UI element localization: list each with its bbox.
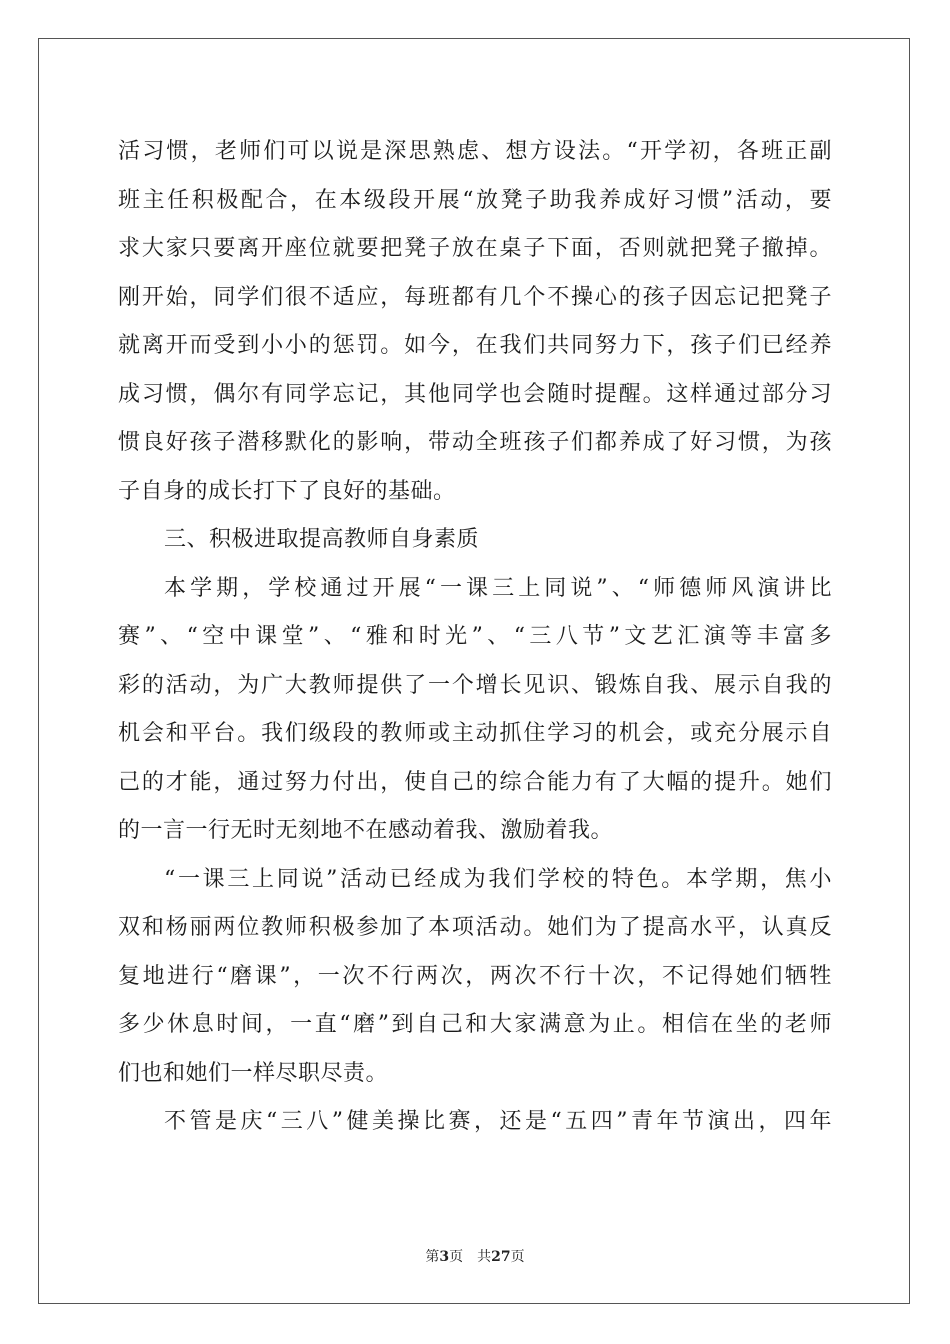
text-line: 机会和平台。我们级段的教师或主动抓住学习的机会，或充分展示自 bbox=[118, 721, 832, 746]
page-footer bbox=[0, 1246, 950, 1266]
text-line: 本学期，学校通过开展“一课三上同说”、“师德师风演讲比 bbox=[164, 575, 832, 601]
page-suffix: 页 bbox=[449, 1249, 464, 1265]
page-number: 3 bbox=[439, 1249, 450, 1265]
total-prefix: 共 bbox=[477, 1249, 492, 1265]
text-line: 活习惯，老师们可以说是深思熟虑、想方设法。“开学初，各班正副 bbox=[118, 139, 832, 164]
text-line: 多少休息时间，一直“磨”到自己和大家满意为止。相信在坐的老师 bbox=[118, 1012, 832, 1037]
text-line: 不管是庆“三八”健美操比赛，还是“五四”青年节演出，四年 bbox=[164, 1109, 832, 1134]
text-line: 惯良好孩子潜移默化的影响，带动全班孩子们都养成了好习惯，为孩 bbox=[118, 430, 832, 455]
text-line: 彩的活动，为广大教师提供了一个增长见识、锻炼自我、展示自我的 bbox=[118, 672, 832, 698]
text-line: “一课三上同说”活动已经成为我们学校的特色。本学期，焦小 bbox=[164, 866, 832, 892]
text-line: 班主任积极配合，在本级段开展“放凳子助我养成好习惯”活动，要 bbox=[118, 187, 832, 213]
total-pages: 27 bbox=[491, 1249, 511, 1265]
text-line: 双和杨丽两位教师积极参加了本项活动。她们为了提高水平，认真反 bbox=[118, 915, 832, 940]
text-line: 们也和她们一样尽职尽责。 bbox=[118, 1060, 389, 1086]
text-line: 复地进行“磨课”，一次不行两次，两次不行十次，不记得她们牺牲 bbox=[118, 963, 832, 989]
document-body bbox=[118, 128, 832, 1147]
text-line: 子自身的成长打下了良好的基础。 bbox=[118, 478, 456, 504]
text-line: 的一言一行无时无刻地不在感动着我、激励着我。 bbox=[118, 818, 614, 843]
total-suffix: 页 bbox=[510, 1249, 525, 1265]
text-line: 就离开而受到小小的惩罚。如今，在我们共同努力下，孩子们已经养 bbox=[118, 333, 832, 358]
text-line: 刚开始，同学们很不适应，每班都有几个不操心的孩子因忘记把凳子 bbox=[118, 284, 832, 310]
text-line: 己的才能，通过努力付出，使自己的综合能力有了大幅的提升。她们 bbox=[118, 769, 832, 795]
text-line: 赛”、“空中课堂”、“雅和时光”、“三八节”文艺汇演等丰富多 bbox=[118, 624, 832, 649]
text-line: 求大家只要离开座位就要把凳子放在桌子下面，否则就把凳子撤掉。 bbox=[118, 236, 832, 261]
page-prefix: 第 bbox=[425, 1249, 440, 1265]
section-heading: 三、积极进取提高教师自身素质 bbox=[164, 527, 480, 552]
text-line: 成习惯，偶尔有同学忘记，其他同学也会随时提醒。这样通过部分习 bbox=[118, 381, 832, 407]
